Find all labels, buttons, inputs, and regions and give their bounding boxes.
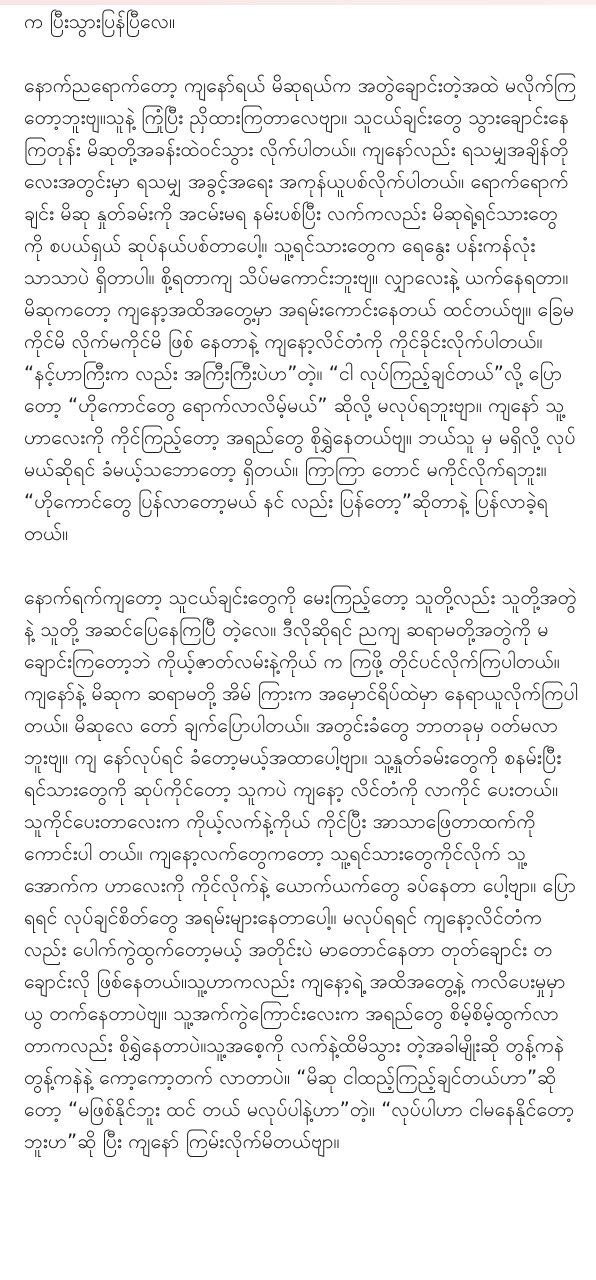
article-body (24, 6, 580, 1158)
article-paragraph: နောက်ရက်ကျတော့ သူငယ်ချင်းတွေကို မေးကြည့်တော့ သူတို့လည်း သူတို့အတွဲနဲ့ သူတို့ အဆင်ပြေနေကြပြီ တဲ့လေ။ ဒီလိုဆိုရင် ညကျ ဆရာမတို့အတွဲကို မချောင်းကြတော့ဘဲ ကိုယ့်ဇာတ်လမ်းနဲ့ကိုယ် က ကြဖို့ တိုင်ပင်လိုက်ကြပါတယ်။ ကျနော်နဲ့ မိဆုက ဆရာမတို့ အိမ် ကြားက အမှောင်ရိပ်ထဲမှာ နေရာယူလိုက်ကြပါတယ်။ မိဆုလေ တော် ချက်ပြောပါတယ်။ အတွင်းခံတွေ ဘာတခုမှ ဝတ်မလာဘူးဗျ။ ကျ နော်လုပ်ရင် ခံတော့မယ့်အထာပေါ့ဗျာ။ သူ့နှုတ်ခမ်းတွေကို စနမ်းပြီး ရင်သားတွေကို ဆုပ်ကိုင်တော့ သူကပဲ ကျနော့ လိင်တံကို လာကိုင် ပေးတယ်။ သူကိုင်ပေးတာလေးက ကိုယ့်လက်နဲ့ကိုယ် ကိုင်ပြီး အာသာဖြေတာထက်ကို ကောင်းပါ တယ်။ ကျနော့လက်တွေကတော့ သူ့ရင်သားတွေကိုင်လိုက် သူ့အောက်က ဟာလေးကို ကိုင်လိုက်နဲ့ ယောက်ယက်တွေ ခပ်နေတာ ပေါ့ဗျာ။ ပြောရရင် လုပ်ချင်စိတ်တွေ အရမ်းများနေတာပေါ့။ မလုပ်ရရင် ကျနော့လိင်တံကလည်း ပေါက်ကွဲထွက်တော့မယ့် အတိုင်းပဲ မာတောင်နေတာ တုတ်ချောင်း တချောင်းလို ဖြစ်နေတယ်။သူ့ဟာကလည်း ကျနော့ရဲ့ အထိအတွေ့နဲ့ ကလိပေးမှုမှာ ယွ တက်နေတာပဲဗျ။ သူ့အက်ကွဲကြောင်းလေးက အရည်တွေ စိမ့်စိမ့်ထွက်လာတာကလည်း စိုရွှဲနေတာပဲ။သူ့အစေ့ကို လက်နဲ့ထိမိသွား တဲ့အခါမျိုးဆို တွန့်ကနဲ တွန့်ကနဲနဲ့ ကော့ကော့တက် လာတာပဲ။ “မိဆု ငါထည့်ကြည့်ချင်တယ်ဟာ”ဆိုတော့ “မဖြစ်နိုင်ဘူး ထင် တယ် မလုပ်ပါနဲ့ဟာ”တဲ့။ “လုပ်ပါဟာ ငါမနေနိုင်တော့ဘူးဟ”ဆို ပြီး ကျနော် ကြမ်းလိုက်မိတယ်ဗျာ။ (24, 586, 579, 1153)
article-paragraph: နောက်ညရောက်တော့ ကျနော်ရယ် မိဆုရယ်က အတွဲချောင်းတဲ့အထဲ မလိုက်ကြတော့ဘူးဗျ။သူနဲ့ ကြုံပြီး ညှိထားကြတာလေဗျာ။ သူငယ်ချင်းတွေ သွားချောင်းနေကြတုန်း မိဆုတို့အခန်းထဲဝင်သွား လိုက်ပါတယ်။ ကျနော်လည်း ရသမျှအချိန်တိုလေးအတွင်းမှာ ရသမျှ အခွင့်အရေး အကုန်ယူပစ်လိုက်ပါတယ်။ ရောက်ရောက်ချင်း မိဆု နှုတ်ခမ်းကို အငမ်းမရ နမ်းပစ်ပြီး လက်ကလည်း မိဆုရဲ့ရင်သားတွေ ကို စပယ်ရှယ် ဆုပ်နယ်ပစ်တာပေါ့။ သူ့ရင်သားတွေက ရေနွေး ပန်းကန်လုံးသာသာပဲ ရှိတာပါ။ စို့ရတာကျ သိပ်မကောင်းဘူးဗျ။ လျှာလေးနဲ့ ယက်နေရတာ။ မိဆုကတော့ ကျနော့အထိအတွေ့မှာ အရမ်းကောင်းနေတယ် ထင်တယ်ဗျ။ ခြေမကိုင်မိ လိုက်မကိုင်မိ ဖြစ် နေတာနဲ့ ကျနော့လိင်တံကို ကိုင်ခိုင်းလိုက်ပါတယ်။ “နင့်ဟာကြီးက လည်း အကြီးကြီးပဲဟ”တဲ့။ “ငါ လုပ်ကြည့်ချင်တယ်”လို့ ပြောတော့ “ဟိုကောင်တွေ ရောက်လာလိမ့်မယ်” ဆိုလို့ မလုပ်ရဘူးဗျာ။ ကျနော် သူ့ဟာလေးကို ကိုင်ကြည့်တော့ အရည်တွေ စိုရွှဲနေတယ်ဗျ။ ဘယ်သူ မှ မရှိလို့ လုပ်မယ်ဆိုရင် ခံမယ့်သဘောတော့ ရှိတယ်။ ကြာကြာ တောင် မကိုင်လိုက်ရဘူး။ “ဟိုကောင်တွေ ပြန်လာတော့မယ် နင် လည်း ပြန်တော့”ဆိုတာနဲ့ ပြန်လာခဲ့ရတယ်။ (24, 74, 577, 545)
top-banner-edge (0, 0, 596, 5)
article-paragraph: က ပြီးသွားပြန်ပြီလေ။ (24, 10, 176, 33)
